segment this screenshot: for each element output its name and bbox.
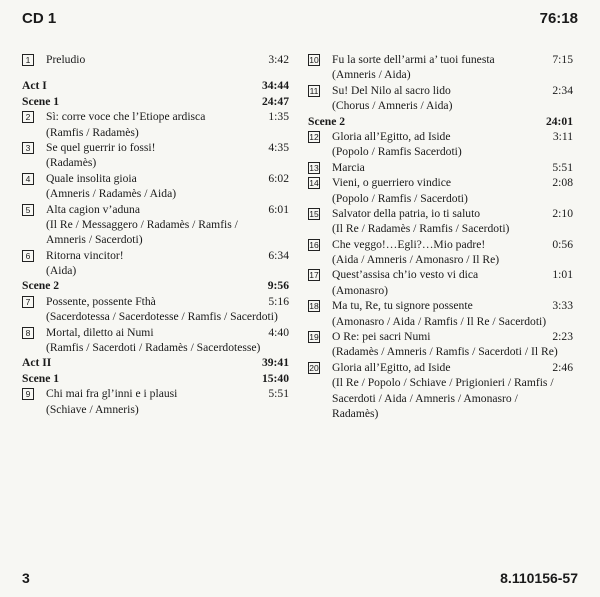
section-duration: 39:41 xyxy=(261,356,289,370)
cd-label: CD 1 xyxy=(22,10,57,27)
track-duration: 4:35 xyxy=(268,140,289,154)
catalog-number: 8.110156-57 xyxy=(500,570,578,586)
section-duration: 9:56 xyxy=(267,279,289,293)
section-heading-row xyxy=(22,355,289,370)
performers-text: Radamès) xyxy=(332,406,379,420)
track-row xyxy=(308,360,573,375)
performers-text: (Amonasro) xyxy=(332,283,389,297)
track-title: Marcia xyxy=(332,160,365,174)
track-title: Vieni, o guerriero vindice xyxy=(332,176,452,190)
track-duration: 3:42 xyxy=(268,53,289,66)
section-label: Scene 2 xyxy=(308,114,346,128)
track-title: Ritorna vincitor! xyxy=(46,248,124,262)
performers-line xyxy=(308,191,573,206)
track-number-box: 1 xyxy=(22,54,34,66)
track-number-box: 14 xyxy=(309,178,319,189)
track-number-box: 15 xyxy=(309,208,319,219)
performers-text: Sacerdoti / Aida / Amneris / Amonasro / xyxy=(332,391,518,405)
performers-line xyxy=(22,402,289,417)
section-heading-row xyxy=(22,371,289,386)
track-title: Su! Del Nilo al sacro lido xyxy=(332,83,451,97)
performers-line xyxy=(308,252,573,267)
performers-line xyxy=(22,232,289,247)
track-title: Gloria all’Egitto, ad Iside xyxy=(332,129,451,143)
track-number-box: 10 xyxy=(309,55,319,65)
performers-line xyxy=(308,391,573,406)
performers-text: (Popolo / Ramfis / Sacerdoti) xyxy=(332,191,468,205)
track-duration: 2:08 xyxy=(552,176,573,190)
track-row xyxy=(22,52,289,67)
performers-line xyxy=(22,186,289,201)
track-duration: 2:46 xyxy=(552,360,573,374)
track-duration: 4:40 xyxy=(268,325,289,339)
performers-line xyxy=(22,155,289,170)
track-duration: 1:01 xyxy=(552,268,573,282)
track-number-box: 13 xyxy=(309,162,319,173)
track-row xyxy=(308,329,573,344)
track-duration: 5:51 xyxy=(552,160,573,174)
section-duration: 15:40 xyxy=(261,371,289,385)
track-row xyxy=(308,267,573,282)
section-label: Scene 1 xyxy=(22,371,60,385)
performers-text: (Aida) xyxy=(46,264,77,278)
track-row xyxy=(22,386,289,401)
track-title: Gloria all’Egitto, ad Iside xyxy=(332,360,451,374)
track-title: Che veggo!…Egli?…Mio padre! xyxy=(332,237,486,251)
track-row xyxy=(22,248,289,263)
section-duration: 24:47 xyxy=(261,94,289,108)
track-duration: 5:51 xyxy=(268,387,289,401)
performers-line xyxy=(308,283,573,298)
track-row xyxy=(22,140,289,155)
performers-text: (Il Re / Radamès / Ramfis / Sacerdoti) xyxy=(332,222,510,236)
performers-text: (Popolo / Ramfis Sacerdoti) xyxy=(332,145,462,159)
track-title: Ma tu, Re, tu signore possente xyxy=(332,299,473,313)
performers-text: (Ramfis / Radamès) xyxy=(46,125,139,139)
track-row xyxy=(308,129,573,144)
track-row xyxy=(308,52,573,67)
track-row xyxy=(22,325,289,340)
performers-text: (Radamès / Amneris / Ramfis / Sacerdoti / Il Re) xyxy=(332,345,558,359)
section-heading-row xyxy=(22,94,289,109)
performers-line xyxy=(22,309,289,324)
performers-line xyxy=(308,221,573,236)
track-number-box: 7 xyxy=(22,296,34,308)
performers-text: (Radamès) xyxy=(46,156,97,170)
track-title: Quest’assisa ch’io vesto vi dica xyxy=(332,268,479,282)
track-number-box: 6 xyxy=(22,250,34,262)
performers-text: (Aida / Amneris / Amonasro / Il Re) xyxy=(332,253,500,267)
performers-line xyxy=(308,314,573,329)
track-title: Fu la sorte dell’armi a’ tuoi funesta xyxy=(332,53,495,66)
section-label: Act I xyxy=(22,79,47,93)
track-number-box: 4 xyxy=(22,173,34,185)
track-duration: 3:33 xyxy=(552,299,573,313)
track-title: Salvator della patria, io ti saluto xyxy=(332,206,481,220)
track-title: Mortal, diletto ai Numi xyxy=(46,325,154,339)
track-duration: 1:35 xyxy=(268,110,289,124)
performers-text: Amneris / Sacerdoti) xyxy=(46,233,143,247)
performers-text: (Il Re / Messaggero / Radamès / Ramfis / xyxy=(46,217,238,231)
track-number-box: 12 xyxy=(309,131,319,142)
track-number-box: 16 xyxy=(309,239,319,250)
track-title: Possente, possente Fthà xyxy=(46,294,156,308)
performers-line xyxy=(308,98,573,113)
section-label: Act II xyxy=(22,356,52,370)
track-number-box: 20 xyxy=(309,362,319,373)
section-heading-row xyxy=(308,114,573,129)
section-heading-row xyxy=(22,278,289,293)
page-number: 3 xyxy=(22,570,30,586)
track-title: Quale insolita gioia xyxy=(46,171,137,185)
track-title: Sì: corre voce che l’Etiope ardisca xyxy=(46,110,206,124)
track-row xyxy=(308,175,573,190)
track-number-box: 3 xyxy=(22,142,34,154)
track-row xyxy=(308,83,573,98)
track-title: Alta cagion v’aduna xyxy=(46,202,141,216)
track-duration: 2:10 xyxy=(552,206,573,220)
track-duration: 6:01 xyxy=(268,202,289,216)
performers-line xyxy=(22,340,289,355)
track-row xyxy=(22,202,289,217)
track-row xyxy=(22,109,289,124)
performers-text: (Amonasro / Aida / Ramfis / Il Re / Sacerdoti) xyxy=(332,314,547,328)
performers-line xyxy=(308,344,573,359)
tracklist-right-column xyxy=(308,52,573,421)
section-label: Scene 2 xyxy=(22,279,60,293)
performers-text: (Chorus / Amneris / Aida) xyxy=(332,99,453,113)
track-duration: 2:34 xyxy=(552,83,573,97)
track-duration: 7:15 xyxy=(552,53,573,66)
cd-total-time: 76:18 xyxy=(539,10,578,27)
track-title: Chi mai fra gl’inni e i plausi xyxy=(46,387,178,401)
performers-text: (Ramfis / Sacerdoti / Radamès / Sacerdotesse) xyxy=(46,341,261,355)
track-duration: 2:23 xyxy=(552,330,573,344)
track-row xyxy=(308,298,573,313)
track-duration: 0:56 xyxy=(552,237,573,251)
performers-text: (Schiave / Amneris) xyxy=(46,402,139,416)
performers-text: (Amneris / Aida) xyxy=(332,68,411,82)
track-row xyxy=(308,237,573,252)
section-duration: 34:44 xyxy=(261,79,289,93)
performers-text: (Amneris / Radamès / Aida) xyxy=(46,187,177,201)
track-number-box: 2 xyxy=(22,111,34,123)
track-number-box: 11 xyxy=(309,85,319,96)
track-duration: 5:16 xyxy=(268,294,289,308)
track-row xyxy=(308,160,573,175)
performers-line xyxy=(308,375,573,390)
performers-line xyxy=(22,125,289,140)
track-title: Se quel guerrir io fossi! xyxy=(46,140,156,154)
track-row xyxy=(22,294,289,309)
track-number-box: 8 xyxy=(22,327,34,339)
performers-text: (Sacerdotessa / Sacerdotesse / Ramfis / Sacerdoti) xyxy=(46,310,278,324)
performers-line xyxy=(308,67,573,82)
track-number-box: 9 xyxy=(22,388,34,400)
track-number-box: 17 xyxy=(309,270,319,281)
section-label: Scene 1 xyxy=(22,94,60,108)
performers-line xyxy=(22,263,289,278)
performers-line xyxy=(308,144,573,159)
track-number-box: 18 xyxy=(309,301,319,312)
track-title: Preludio xyxy=(46,53,86,66)
track-duration: 3:11 xyxy=(552,129,573,143)
section-duration: 24:01 xyxy=(545,114,573,128)
track-row xyxy=(308,206,573,221)
tracklist-left-column xyxy=(22,52,289,417)
performers-text: (Il Re / Popolo / Schiave / Prigionieri / Ramfis / xyxy=(332,376,554,390)
track-number-box: 19 xyxy=(309,332,319,343)
section-heading-row xyxy=(22,78,289,93)
performers-line xyxy=(308,406,573,421)
track-title: O Re: pei sacri Numi xyxy=(332,330,431,344)
track-duration: 6:34 xyxy=(268,248,289,262)
track-duration: 6:02 xyxy=(268,171,289,185)
performers-line xyxy=(22,217,289,232)
track-row xyxy=(22,171,289,186)
track-number-box: 5 xyxy=(22,204,34,216)
